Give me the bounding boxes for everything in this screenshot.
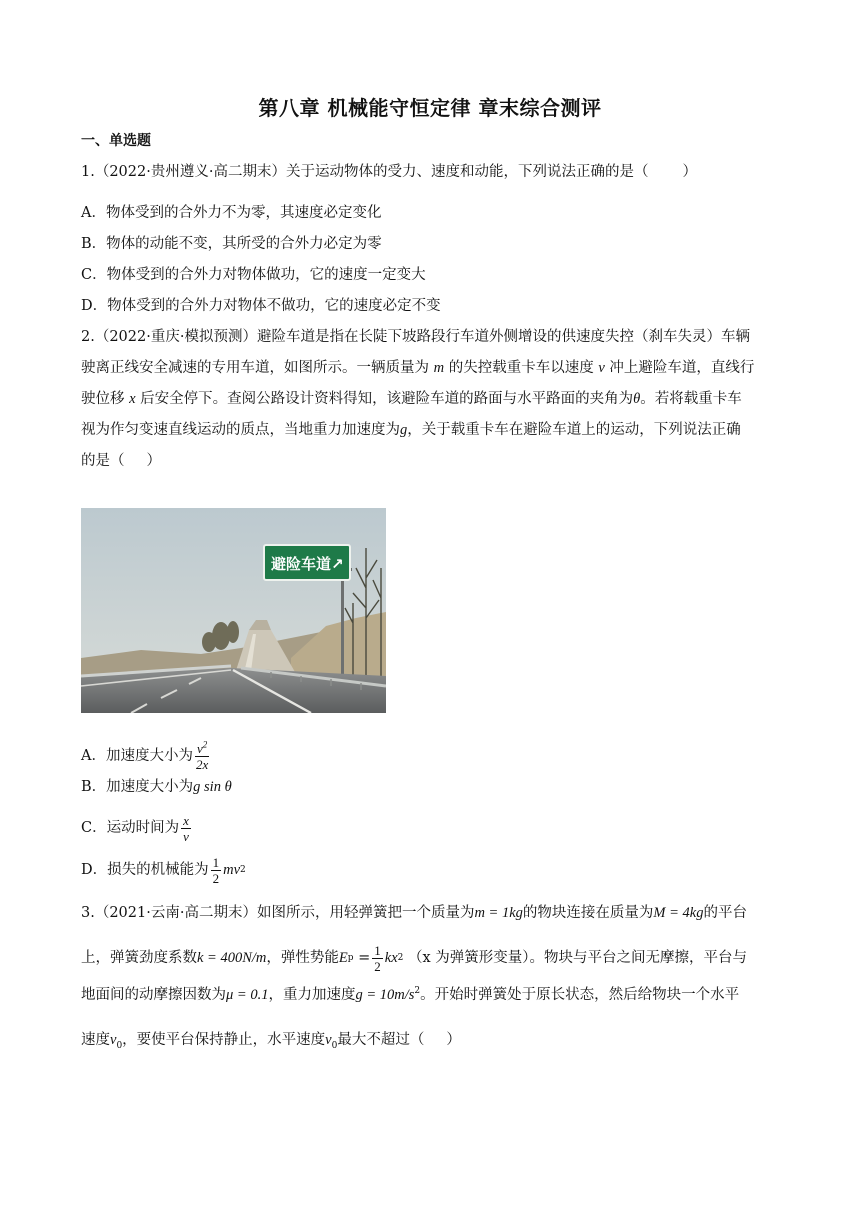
question-3-line-2: 上，弹簧劲度系数 k = 400N/m ，弹性势能 E p = $\frac{1}{2}$ kx 2 （x 为弹簧形变量）。物块与平台之间无摩擦，平台与 xyxy=(81,942,748,974)
question-2-option-b: B．加速度大小为g sin θ xyxy=(81,779,232,795)
sign-text: 避险车道 xyxy=(271,555,332,573)
question-2-option-d: D．损失的机械能为 $\frac{1}{2}$ mv 2 xyxy=(81,854,246,886)
question-1-stem: 1.（2022·贵州遵义·高二期末）关于运动物体的受力、速度和动能，下列说法正确的是（ ） xyxy=(81,164,697,180)
question-1-option-b: B．物体的动能不变，其所受的合外力必定为零 xyxy=(81,236,382,252)
section-heading: 一、单选题 xyxy=(81,133,151,149)
question-3-line-3: 地面间的动摩擦因数为μ = 0.1，重力加速度$g = 10m/s^2$。开始时弹簧处于原长状态，然后给物块一个水平 xyxy=(81,986,740,1003)
escape-lane-photo xyxy=(81,508,386,713)
question-2-line-1: 2.（2022·重庆·模拟预测）避险车道是指在长陡下坡路段行车道外侧增设的供速度失控（刹车失灵）车辆 xyxy=(81,329,750,345)
question-1-option-d: D．物体受到的合外力对物体不做功，它的速度必定不变 xyxy=(81,298,441,314)
question-3-line-1: 3.（2021·云南·高二期末）如图所示，用轻弹簧把一个质量为m = 1kg的物块连接在质量为M = 4kg的平台 xyxy=(81,905,747,921)
question-2-line-3: 驶位移 x 后安全停下。查阅公路设计资料得知，该避险车道的路面与水平路面的夹角为θ。若将载重卡车 xyxy=(81,391,742,407)
question-3-line-4: 速度$v_0$，要使平台保持静止，水平速度$v_0$最大不超过（ ） xyxy=(81,1032,461,1051)
page-title: 第八章 机械能守恒定律 章末综合测评 xyxy=(258,96,602,120)
question-2-option-a: A．加速度大小为 $\frac{v^2}{2x}$ xyxy=(81,739,209,772)
question-2-line-5: 的是（ ） xyxy=(81,453,161,469)
question-2-option-c: C．运动时间为 $\frac{x}{v}$ xyxy=(81,812,189,844)
question-2-line-2: 驶离正线安全减速的专用车道，如图所示。一辆质量为 m 的失控载重卡车以速度 v 冲上避险车道，直线行 xyxy=(81,360,755,376)
question-2-line-4: 视为作匀变速直线运动的质点，当地重力加速度为g，关于载重卡车在避险车道上的运动，下列说法正确 xyxy=(81,422,741,438)
question-1-option-a: A．物体受到的合外力不为零，其速度必定变化 xyxy=(81,205,382,221)
sign-arrow-icon: ↗ xyxy=(331,555,344,573)
question-1-option-c: C．物体受到的合外力对物体做功，它的速度一定变大 xyxy=(81,267,426,283)
